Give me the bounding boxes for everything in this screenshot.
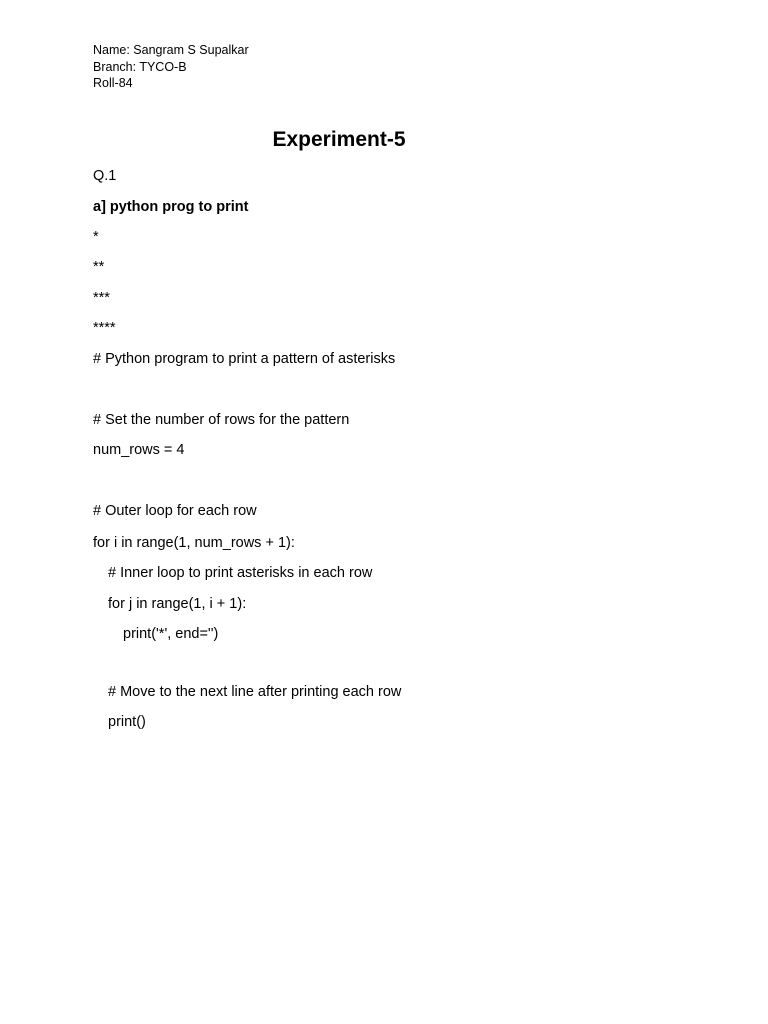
- student-branch: Branch: TYCO-B: [93, 60, 187, 74]
- pattern-row-4: ****: [93, 320, 116, 336]
- code-line: for i in range(1, num_rows + 1):: [93, 535, 295, 551]
- code-line: # Inner loop to print asterisks in each row: [108, 565, 373, 581]
- code-line: num_rows = 4: [93, 442, 185, 458]
- student-roll: Roll-84: [93, 76, 133, 90]
- page-title: Experiment-5: [272, 128, 406, 151]
- code-line: print('*', end=''): [123, 626, 219, 642]
- code-line: # Outer loop for each row: [93, 503, 257, 519]
- question-number: Q.1: [93, 168, 117, 184]
- pattern-row-3: ***: [93, 290, 110, 306]
- code-line: for j in range(1, i + 1):: [108, 596, 247, 612]
- pattern-row-2: **: [93, 259, 105, 275]
- code-line: # Python program to print a pattern of asterisks: [93, 351, 396, 367]
- code-line: # Set the number of rows for the pattern: [93, 412, 350, 428]
- question-subheading: a] python prog to print: [93, 199, 249, 215]
- pattern-row-1: *: [93, 229, 99, 245]
- code-line: print(): [108, 714, 146, 730]
- code-line: # Move to the next line after printing each row: [108, 684, 402, 700]
- student-name: Name: Sangram S Supalkar: [93, 43, 249, 57]
